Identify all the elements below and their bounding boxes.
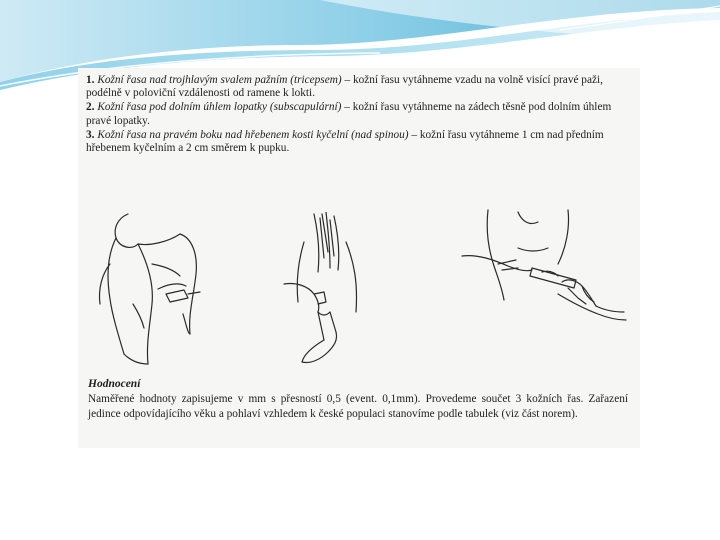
evaluation-text: Naměřené hodnoty zapisujeme v mm s přesností 0,5 (event. 0,1mm). Provedeme součet 3 kožních řas. Zařazení jedince odpovídajícího věku a pohlaví vzhledem k české populaci stanovíme podle tabulek (viz část norem). [88,393,628,420]
item-suprailiac: 3. Kožní řasa na pravém boku nad hřebenem kosti kyčelní (nad spinou) – kožní řasu vytáhneme 1 cm nad předním hřebenem kyčelním a 2 cm směrem k pupku. [86,128,604,155]
item-triceps: 1. Kožní řasa nad trojhlavým svalem pažním (tricepsem) – kožní řasu vytáhneme vzadu na volně visící pravé paži, podélně v poloviční vzdálenosti od ramene k lokti. [86,74,603,100]
measurement-instructions [86,74,634,156]
item-text: – kožní řasu vytáhneme na zádech těsně pod dolním úhlem pravé lopatky. [86,101,612,127]
item-subscapular: 2. Kožní řasa pod dolním úhlem lopatky (subscapulární) – kožní řasu vytáhneme na zádech těsně pod dolním úhlem pravé lopatky. [86,101,612,127]
scanned-page [78,68,640,448]
item-title: Kožní řasa pod dolním úhlem lopatky (subscapulární) [97,101,342,114]
triceps-skinfold-illustration [88,204,218,374]
evaluation-heading: Hodnocení [88,378,141,390]
suprailiac-skinfold-illustration [458,208,628,348]
item-text: – kožní řasu vytáhneme vzadu na volně visící pravé paži, podélně v poloviční vzdálenosti od ramene k lokti. [86,74,603,100]
item-title: Kožní řasa na pravém boku nad hřebenem kosti kyčelní (nad spinou) [97,128,409,141]
item-title: Kožní řasa nad trojhlavým svalem pažním (tricepsem) [97,74,342,86]
subscapular-skinfold-illustration [274,212,384,372]
item-text: – kožní řasu vytáhneme 1 cm nad předním hřebenem kyčelním a 2 cm směrem k pupku. [86,128,604,155]
